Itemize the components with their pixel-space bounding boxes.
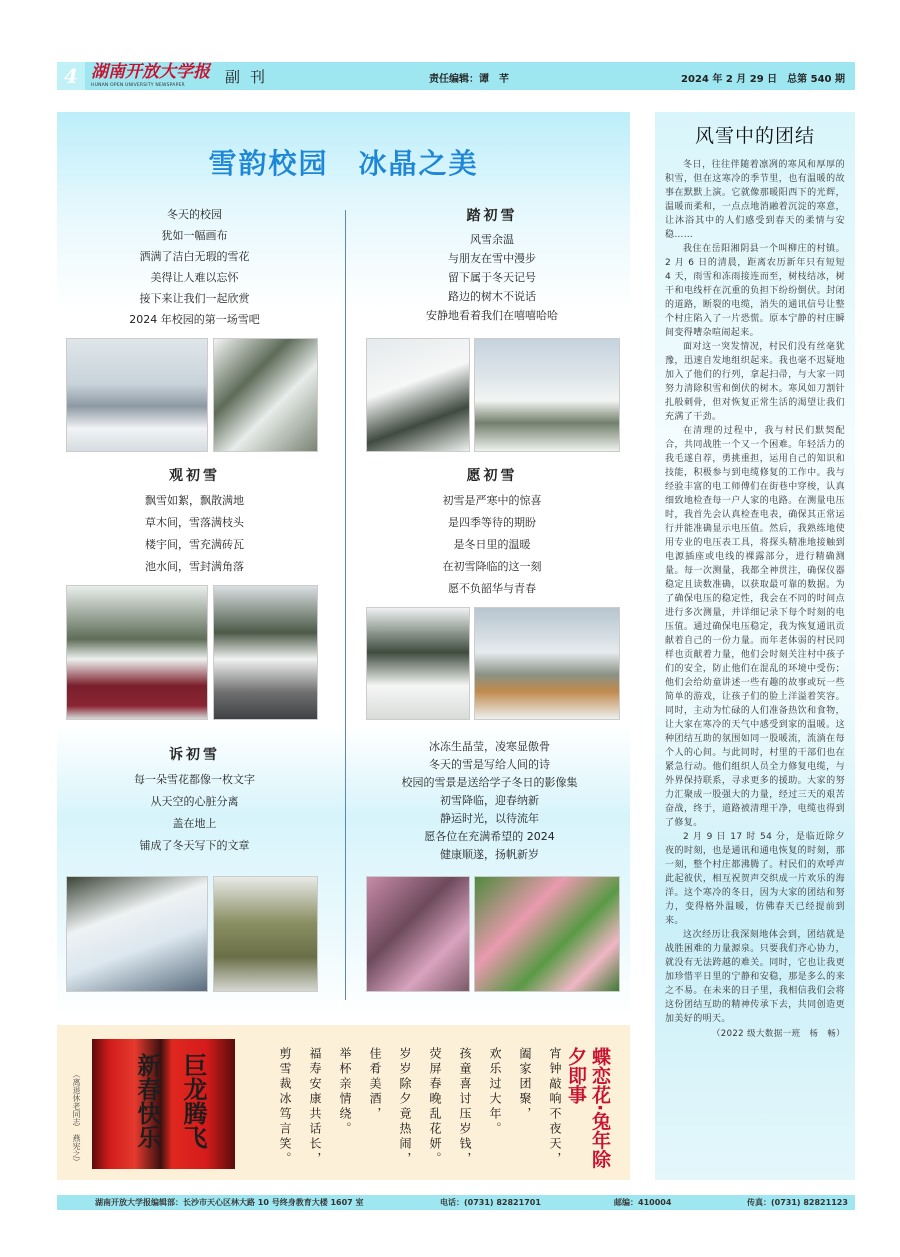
article-paragraph: 我住在岳阳湘阴县一个叫柳庄的村镇。2 月 6 日的清晨，距离农历新年只有短短 4 天，雨雪和冻雨接连而至，树枝结冰，树干和电线杆在沉重的负担下纷纷倒伏。封闭的道路，断裂的电缆，消失的通讯信号让整个村庄陷入了一片恐慌。原本宁静的村庄瞬间变得嘈杂喧闹起来。 (665, 244, 845, 338)
photo-snowy-road-car (213, 585, 318, 720)
photo-snowy-lamp (366, 607, 470, 720)
poem-guan-chu-xue (77, 466, 312, 578)
article-paragraph: 面对这一突发情况，村民们没有丝毫犹豫，迅速自发地组织起来。我也毫不迟疑地加入了他们的行列，拿起扫帚，与大家一同努力清除积雪和倒伏的树木。寒风如刀割针扎般刺骨，但对恢复正常生活的渴望让我们充满了干劲。 (665, 342, 845, 422)
poem-title: 诉初雪 (169, 747, 220, 763)
footer-address: 湖南开放大学报编辑部：长沙市天心区林大路 10 号终身教育大楼 1607 室 (95, 1198, 364, 1207)
photo-snowy-signpost (66, 876, 208, 992)
poem-line: 校园的雪景是送给学子冬日的影像集 (401, 776, 578, 789)
date-issue: 2024 年 2 月 29 日 总第 540 期 (681, 74, 845, 85)
poem-line: 从天空的心脏分离 (150, 795, 239, 808)
closing-poem (352, 738, 627, 864)
poem-yuan-chu-xue (367, 466, 617, 600)
ci-line: 欢乐过大年。 (488, 1047, 502, 1137)
poem-line: 在初雪降临的这一刻 (442, 560, 542, 573)
poem-line: 美得让人难以忘怀 (150, 271, 239, 284)
photo-campus-sign (66, 585, 208, 720)
poem-line: 愿各位在充满希望的 2024 (424, 830, 555, 843)
poem-line: 安静地看着我们在嘻嘻哈哈 (426, 309, 558, 322)
article-paragraph: 2 月 9 日 17 时 54 分，是临近除夕夜的时刻，也是通讯和通电恢复的时刻，那一刻，整个村庄都沸腾了。村民们的欢呼声此起彼伏，相互祝贺声交织成一片欢乐的海洋。这个寒冷的冬日，因为大家的团结和努力，变得格外温暖，仿佛春天已经提前到来。 (665, 832, 845, 926)
feature-title: 雪韵校园 冰晶之美 (208, 147, 479, 180)
article-paragraph: 这次经历让我深刻地体会到，团结就是战胜困难的力量源泉。只要我们齐心协力，就没有无法跨越的难关。同时，它也让我更加珍惜平日里的宁静和安稳，那是多么的来之不易。在未来的日子里，我相信我们会将这份团结互助的精神传承下去，共同创造更加美好的明天。 (665, 930, 845, 1024)
poem-line: 与朋友在雪中漫步 (448, 252, 536, 265)
poem-line: 池水间，雪封满角落 (145, 560, 244, 573)
newspaper-logo: 湖南开放大学报 (91, 62, 210, 82)
poem-line: 愿不负韶华与青春 (448, 582, 536, 595)
footer-phone: 电话：(0731) 82821701 (440, 1198, 541, 1207)
poem-line: 是四季等待的期盼 (448, 516, 536, 529)
page-number: 4 (57, 62, 85, 90)
ci-author: （离退休老同志 燕宪之） (72, 1070, 81, 1166)
photo-snowy-path (474, 338, 620, 452)
masthead-bar (57, 62, 855, 90)
poem-ta-chu-xue (367, 206, 617, 325)
editor: 责任编辑：谭 芊 (429, 74, 509, 85)
poem-line: 接下来让我们一起欣赏 (139, 292, 250, 305)
ci-line: 阖家团聚， (518, 1047, 532, 1122)
poem-line: 铺成了冬天写下的文章 (139, 839, 250, 852)
poem-line: 冬天的雪是写给人间的诗 (429, 758, 550, 771)
newspaper-logo-en: HUNAN OPEN UNIVERSITY NEWSPAPER (91, 83, 185, 88)
photo-snowy-garden (366, 338, 470, 452)
article-paragraph: 在清理的过程中，我与村民们默契配合，共同战胜一个又一个困难。年轻活力的我毛遂自荐，勇挑重担，运用自己的知识和技能，积极参与到电缆修复的工作中。我与经验丰富的电工师傅们在街巷中穿梭，认真细致地检查每一户人家的电路。在测量电压时，我首先会认真检查电表，确保其正常运行并能准确显示电压值。然后，我熟练地使用专业的电压表工具，将探头精准地接触到电源插座或电线的裸露部分，进行精确测量。每一次测量，我都全神贯注，确保仪器稳定且读数准确，以获取最可靠的数据。为了确保电压的稳定性，我会在不同的时间点进行多次测量，并详细记录下每个时刻的电压值。通过确保电压稳定，我为恢复通讯贡献着自己的一份力量。而年老体弱的村民同样也贡献着力量，他们会时刻关注村中孩子们的安全，防止他们在混乱的环境中受伤；他们会给幼童讲述一些有趣的故事或玩一些简单的游戏，让孩子们的脸上洋溢着笑容。同时，主动为忙碌的人们准备热饮和食物，让大家在寒冷的天气中感受到家的温暖。这种团结互助的氛围如同一股暖流，流淌在每个人的心间。与此同时，村里的干部们也在紧急行动。他们组织人员全力修复电缆，与外界保持联系，寻求更多的援助。大家的努力汇聚成一股强大的力量，经过三天的艰苦奋战，终于，道路被清理干净，电缆也得到了修复。 (665, 426, 845, 828)
photo-plum-blossoms (366, 876, 470, 992)
ci-poem-section (57, 1025, 630, 1180)
photo-snowy-tree-lantern (213, 338, 318, 452)
photo-pink-flowers (474, 876, 620, 992)
ci-line: 佳肴美酒， (368, 1047, 382, 1122)
banner-text-left: 新春快乐 (133, 1053, 161, 1149)
poem-title: 踏初雪 (466, 208, 518, 224)
photo-campus-buildings (66, 338, 208, 452)
poem-line: 盖在地上 (172, 817, 217, 830)
ci-title: 蝶恋花·兔年除夕即事 (565, 1047, 611, 1169)
poem-title: 观初雪 (169, 468, 220, 484)
article-column (655, 112, 855, 1180)
ci-line: 举杯亲情绕。 (338, 1047, 352, 1137)
intro-poem (77, 204, 312, 330)
ci-line: 荧屏春晚乱花妍。 (428, 1047, 442, 1167)
footer-bar (57, 1195, 855, 1210)
column-divider (345, 210, 346, 1000)
poem-line: 初雪是严寒中的惊喜 (442, 494, 542, 507)
poem-line: 路边的树木不说话 (448, 290, 536, 303)
poem-line: 每一朵雪花都像一枚文字 (134, 773, 255, 786)
article-title: 风雪中的团结 (694, 125, 815, 147)
photo-weeping-tree (213, 876, 318, 992)
banner-text-right: 巨龙腾飞 (179, 1053, 207, 1149)
footer-postcode: 邮编：410004 (614, 1198, 672, 1207)
section-name: 副刊 (225, 68, 276, 86)
poem-line: 冰冻生晶莹，凌寒显傲骨 (429, 740, 550, 753)
poem-line: 健康顺遂，扬帆新岁 (440, 848, 539, 861)
ci-line: 福寿安康共话长， (308, 1047, 322, 1167)
poem-line: 是冬日里的温暖 (453, 538, 531, 551)
poem-line: 留下属于冬天记号 (448, 271, 536, 284)
poem-line: 2024 年校园的第一场雪吧 (129, 313, 260, 326)
poem-line: 楼宇间，雪充满砖瓦 (145, 538, 244, 551)
poem-line: 草木间，雪落满枝头 (145, 516, 244, 529)
ci-line: 岁岁除夕竟热闹， (398, 1047, 412, 1167)
footer-fax: 传真：(0731) 82821123 (747, 1198, 848, 1207)
poem-line: 风雪余温 (470, 233, 514, 246)
ci-line: 孩童喜讨压岁钱， (458, 1047, 472, 1167)
photo-stone-monument (474, 607, 620, 720)
ci-line: 宵钟敲响不夜天， (548, 1047, 562, 1167)
poem-line: 洒满了洁白无瑕的雪花 (139, 250, 250, 263)
poem-line: 初雪降临，迎春纳新 (440, 794, 539, 807)
article-paragraph: 冬日，往往伴随着凛冽的寒风和厚厚的积雪，但在这寒冷的季节里，也有温暖的故事在默默上演。它就像那暖阳西下的光辉，温暖而柔和，一点点地消融着沉淀的寒意，让沐浴其中的人们感受到春天的柔情与安稳…… (665, 160, 845, 240)
article-body (665, 158, 845, 1041)
poem-line: 静运时光，以待流年 (440, 812, 539, 825)
poem-title: 愿初雪 (466, 468, 518, 484)
photo-spring-festival-banners (92, 1039, 235, 1169)
poem-line: 冬天的校园 (167, 208, 222, 221)
poem-line: 犹如一幅画布 (161, 229, 228, 242)
poem-su-chu-xue (77, 745, 312, 857)
ci-line: 剪雪裁冰笃言笑。 (278, 1047, 292, 1167)
poem-line: 飘雪如絮，飘散满地 (145, 494, 244, 507)
feature-panel (57, 112, 630, 1015)
article-byline: （2022 级大数据一班 杨 畅） (711, 1029, 845, 1039)
